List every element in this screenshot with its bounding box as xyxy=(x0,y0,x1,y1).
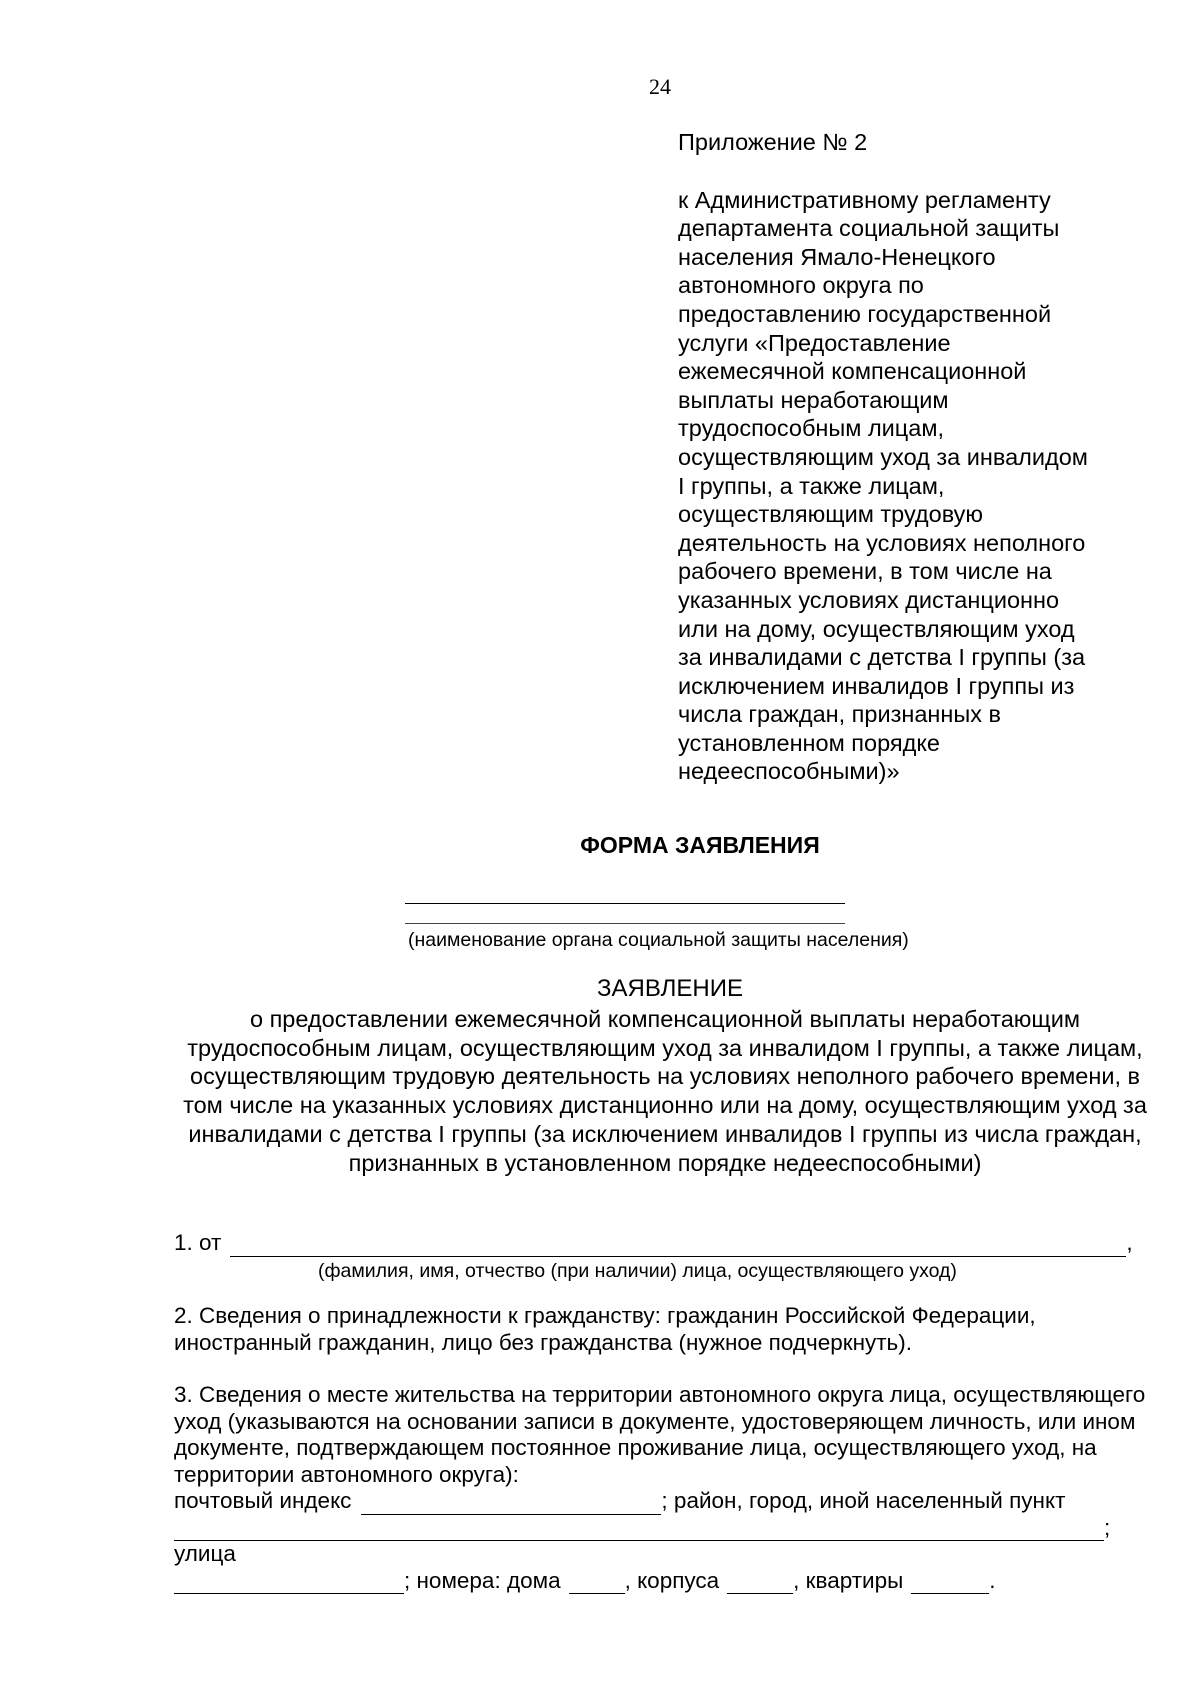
section-2: 2. Сведения о принадлежности к гражданству: гражданин Российской Федерации, иностранный гражданин, лицо без гражданства (нужное подчеркнуть). xyxy=(174,1303,1036,1355)
organ-name-line-2[interactable] xyxy=(405,923,845,924)
statement-heading: ЗАЯВЛЕНИЕ xyxy=(597,975,743,1002)
locality-semicolon: ; xyxy=(1104,1514,1111,1540)
house-number-field[interactable] xyxy=(569,1573,625,1594)
building-label: , корпуса xyxy=(624,1567,720,1593)
appendix-block xyxy=(678,128,1148,786)
locality-label: ; район, город, иной населенный пункт xyxy=(661,1488,1066,1513)
organ-caption: (наименование органа социальной защиты населения) xyxy=(408,929,909,951)
statement-subject: о предоставлении ежемесячной компенсационной выплаты неработающим трудоспособным лицам, осуществляющим уход за инвалидом I группы, а также лицам, осуществляющим трудовую деятельность на условиях неполного рабочего времени, в том числе на указанных условиях дистанционно или на дому, осуществляющим уход за инвалидами с детства I группы (за исключением инвалидов I группы из числа граждан, признанных в установленном порядке недееспособными) xyxy=(183,1006,1147,1176)
building-number-field[interactable] xyxy=(727,1573,793,1594)
section-1 xyxy=(174,1230,1154,1257)
apartment-label: , квартиры xyxy=(793,1567,904,1593)
section-1-comma: , xyxy=(1126,1230,1133,1255)
applicant-name-caption: (фамилия, имя, отчество (при наличии) лица, осуществляющего уход) xyxy=(318,1260,957,1282)
apartment-number-field[interactable] xyxy=(911,1573,989,1594)
street-field[interactable] xyxy=(174,1573,404,1594)
applicant-name-field[interactable] xyxy=(230,1236,1126,1257)
appendix-title: Приложение № 2 xyxy=(678,129,868,155)
section-3-text: 3. Сведения о месте жительства на территории автономного округа лица, осуществляющего уход (указываются на основании записи в документе, удостоверяющем личность, или ином документе, подтверждающем постоянное проживание лица, осуществляющего уход, на территории автономного округа): xyxy=(174,1382,1146,1487)
street-label: улица xyxy=(174,1541,236,1566)
organ-name-line[interactable] xyxy=(405,903,845,904)
page-number: 24 xyxy=(649,74,671,99)
appendix-body: к Административному регламенту департамента социальной защиты населения Ямало-Ненецкого автономного округа по предоставлению государственной услуги «Предоставление ежемесячной компенсационной выплаты неработающим трудоспособным лицам, осуществляющим уход за инвалидом I группы, а также лицам, осуществляющим трудовую деятельность на условиях неполного рабочего времени, в том числе на указанных условиях дистанционно или на дому, осуществляющим уход за инвалидами с детства I группы (за исключением инвалидов I группы из числа граждан, признанных в установленном порядке недееспособными)» xyxy=(678,186,1088,785)
section-3 xyxy=(174,1382,1154,1594)
postal-index-field[interactable] xyxy=(361,1494,661,1515)
postal-index-label: почтовый индекс xyxy=(174,1488,352,1513)
locality-field[interactable] xyxy=(174,1520,1104,1541)
form-title: ФОРМА ЗАЯВЛЕНИЯ xyxy=(580,832,820,858)
section-3-end: . xyxy=(989,1567,996,1593)
house-label: ; номера: дома xyxy=(404,1567,561,1593)
section-1-label: 1. от xyxy=(174,1230,222,1255)
